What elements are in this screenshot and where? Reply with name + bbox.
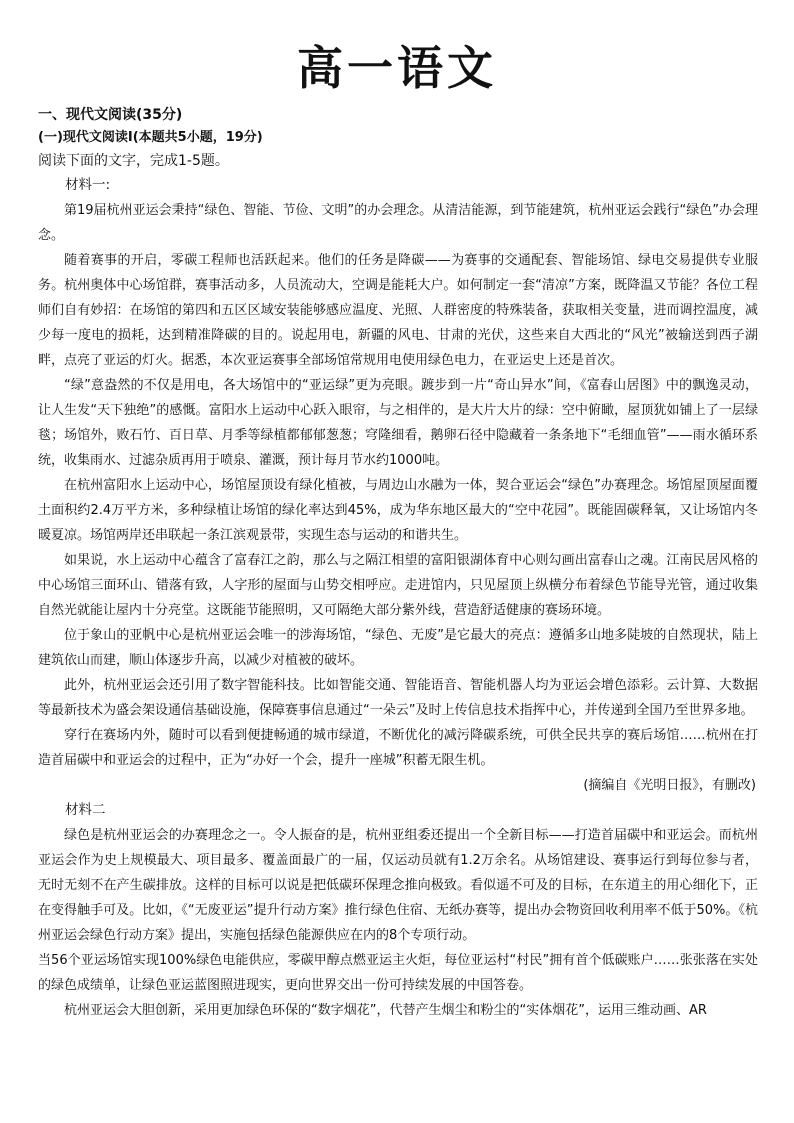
material1-paragraph: 穿行在赛场内外，随时可以看到便捷畅通的城市绿道，不断优化的减污降碳系统，可供全民共享的赛后场馆……杭州在打造首届碳中和亚运会的过程中，正为“办好一个会，提升一座城”积蓄无限生机。 [38,728,758,768]
material1-paragraph: 如果说，水上运动中心蕴含了富春江之韵，那么与之隔江相望的富阳银湖体育中心则勾画出富春山之魂。江南民居风格的中心场馆三面环山、错落有致，人字形的屋面与山势交相呼应。走进馆内，只见屋顶上纵横分布着绿色节能导光管，通过收集自然光就能让屋内十分亮堂。这既能节能照明，又可隔绝大部分紫外线，营造舒适健康的赛场环境。 [38,553,758,618]
material1-paragraph: 随着赛事的开启，零碳工程师也活跃起来。他们的任务是降碳——为赛事的交通配套、智能场馆、绿电交易提供专业服务。杭州奥体中心场馆群，赛事活动多，人员流动大，空调是能耗大户。如何制定一套“清凉”方案，既降温又节能？各位工程师们自有妙招：在场馆的第四和五区区域安装能够感应温度、光照、人群密度的特殊装备，获取相关变量，进而调控温度，减少每一度电的损耗，达到精准降碳的目的。说起用电，新疆的风电、甘肃的光伏，这些来自大西北的“风光”被输送到西子湖畔，点亮了亚运的灯火。据悉，本次亚运赛事全部场馆常规用电使用绿色电力，在亚运史上还是首次。 [38,253,758,368]
document-body [38,103,758,1023]
material1-paragraph: 此外，杭州亚运会还引用了数字智能科技。比如智能交通、智能语音、智能机器人均为亚运会增色添彩。云计算、大数据等最新技术为盛会架设通信基础设施，保障赛事信息通过“一朵云”及时上传信息技术指挥中心，并传递到全国乃至世界多地。 [38,678,758,718]
material2-paragraph: 当56个亚运场馆实现100%绿色电能供应，零碳甲醇点燃亚运主火炬，每位亚运村“村民”拥有首个低碳账户……张张落在实处的绿色成绩单，让绿色亚运蓝图照进现实，更向世界交出一份可持续发展的中国答卷。 [38,953,758,993]
material2-label: 材料二 [65,802,106,818]
material1-paragraph: 在杭州富阳水上运动中心，场馆屋顶设有绿化植被，与周边山水融为一体，契合亚运会“绿色”办赛理念。场馆屋顶屋面覆土面积约2.4万平方米，多种绿植让场馆的绿化率达到45%，成为华东地区最大的“空中花园”。既能固碳释氧，又让场馆内冬暖夏凉。场馆两岸还串联起一条江滨观景带，实现生态与运动的和谐共生。 [38,478,758,543]
page-title: 高一语文 [297,41,497,95]
section-heading: 一、现代文阅读(35分) [38,107,183,123]
material2-paragraph: 绿色是杭州亚运会的办赛理念之一。令人振奋的是，杭州亚组委还提出一个全新目标——打造首届碳中和亚运会。而杭州亚运会作为史上规模最大、项目最多、覆盖面最广的一届，仅运动员就有1.2万余名。从场馆建设、赛事运行到每位参与者，无时无刻不在产生碳排放。这样的目标可以说是把低碳环保理念推向极致。看似遥不可及的目标，在东道主的用心细化下，正在变得触手可及。比如，《“无废亚运”提升行动方案》推行绿色住宿、无纸办赛等，提出办会物资回收利用率不低于50%。《杭州亚运会绿色行动方案》提出，实施包括绿色能源供应在内的8个专项行动。 [38,828,758,943]
subsection-heading: (一)现代文阅读Ⅰ(本题共5小题，19分) [38,130,263,145]
material1-paragraph: “绿”意盎然的不仅是用电，各大场馆中的“亚运绿”更为亮眼。踱步到一片“奇山异水”间，《富春山居图》中的飘逸灵动，让人生发“天下独绝”的感慨。富阳水上运动中心跃入眼帘，与之相伴的，是大片大片的绿：空中俯瞰，屋顶犹如铺上了一层绿毯；场馆外，败石竹、百日草、月季等绿植都郁郁葱葱；穹隆细看，鹅卵石径中隐藏着一条条地下“毛细血管”——雨水循环系统，收集雨水、过滤杂质再用于喷泉、灌溉，预计每月节水约1000吨。 [38,378,758,468]
material1-source: (摘编自《光明日报》，有删改) [583,778,756,793]
material1-paragraph: 位于象山的亚帆中心是杭州亚运会唯一的涉海场馆，“绿色、无废”是它最大的亮点：遵循多山地多陡坡的自然现状，陆上建筑依山而建，顺山体逐步升高，以减少对植被的破坏。 [38,628,758,668]
material1-paragraph: 第19届杭州亚运会秉持“绿色、智能、节俭、文明”的办会理念。从清洁能源，到节能建筑，杭州亚运会践行“绿色”办会理念。 [38,203,758,243]
instruction-text: 阅读下面的文字，完成1-5题。 [38,153,229,169]
material2-paragraph: 杭州亚运会大胆创新，采用更加绿色环保的“数字烟花”，代替产生烟尘和粉尘的“实体烟花”，运用三维动画、AR [64,1003,707,1018]
material1-label: 材料一: [65,177,111,193]
